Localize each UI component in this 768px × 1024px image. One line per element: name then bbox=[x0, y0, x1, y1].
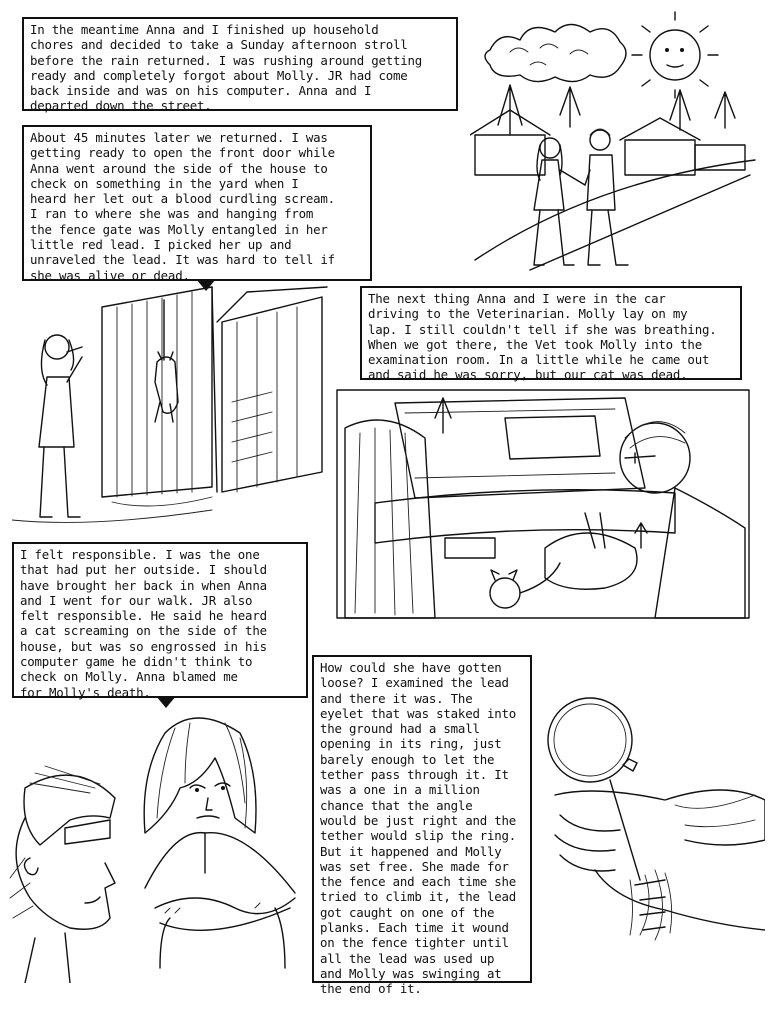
illustration-jr-face bbox=[5, 758, 125, 983]
illustration-car-interior bbox=[335, 388, 753, 623]
illustration-fence-gate bbox=[12, 282, 337, 532]
caption-stroll: In the meantime Anna and I finished up household chores and decided to take a Sunday afternoon stroll before the rain returned. I was rushing around getting ready and completely forgot about Molly. JR had come back inside and was on his computer. Anna and I departed down the street. bbox=[22, 17, 458, 111]
caption-responsible: I felt responsible. I was the one that had put her outside. I should have brought her back in when Anna and I went for our walk. JR also felt responsible. He said he heard a cat screaming on the side of the house, but was so engrossed in his computer game he didn't think to check on Molly. Anna blamed me for Molly's death. bbox=[12, 542, 308, 698]
illustration-magnifier-hand bbox=[535, 685, 765, 955]
caption-loose: How could she have gotten loose? I examined the lead and there it was. The eyelet that was staked into the ground had a small opening in its ring, just barely enough to let the tether pass through it. It was a one in a million chance that the angle would be just right and the tether would slip the ring. But it happened and Molly was set free. She made for the fence and each time she tried to climb it, the lead got caught on one of the planks. Each time it wound on the fence tighter until all the lead was used up and Molly was swinging at the end of it. bbox=[312, 655, 532, 983]
caption-scream: About 45 minutes later we returned. I was getting ready to open the front door while Anna went around the side of the house to check on something in the yard when I heard her let out a blood curdling scream. I ran to where she was and hanging from the fence gate was Molly entangled in her little red lead. I picked her up and unraveled the lead. It was hard to tell if she was alive or dead. bbox=[22, 125, 372, 281]
illustration-walking-couple bbox=[470, 10, 760, 275]
illustration-anna-arms-crossed bbox=[135, 708, 310, 978]
caption-vet: The next thing Anna and I were in the car driving to the Veterinarian. Molly lay on my lap. I still couldn't tell if she was breathing. When we got there, the Vet took Molly into the examination room. In a little while he came out and said he was sorry, but our cat was dead. bbox=[360, 286, 742, 380]
caption-responsible-tail bbox=[156, 696, 176, 708]
